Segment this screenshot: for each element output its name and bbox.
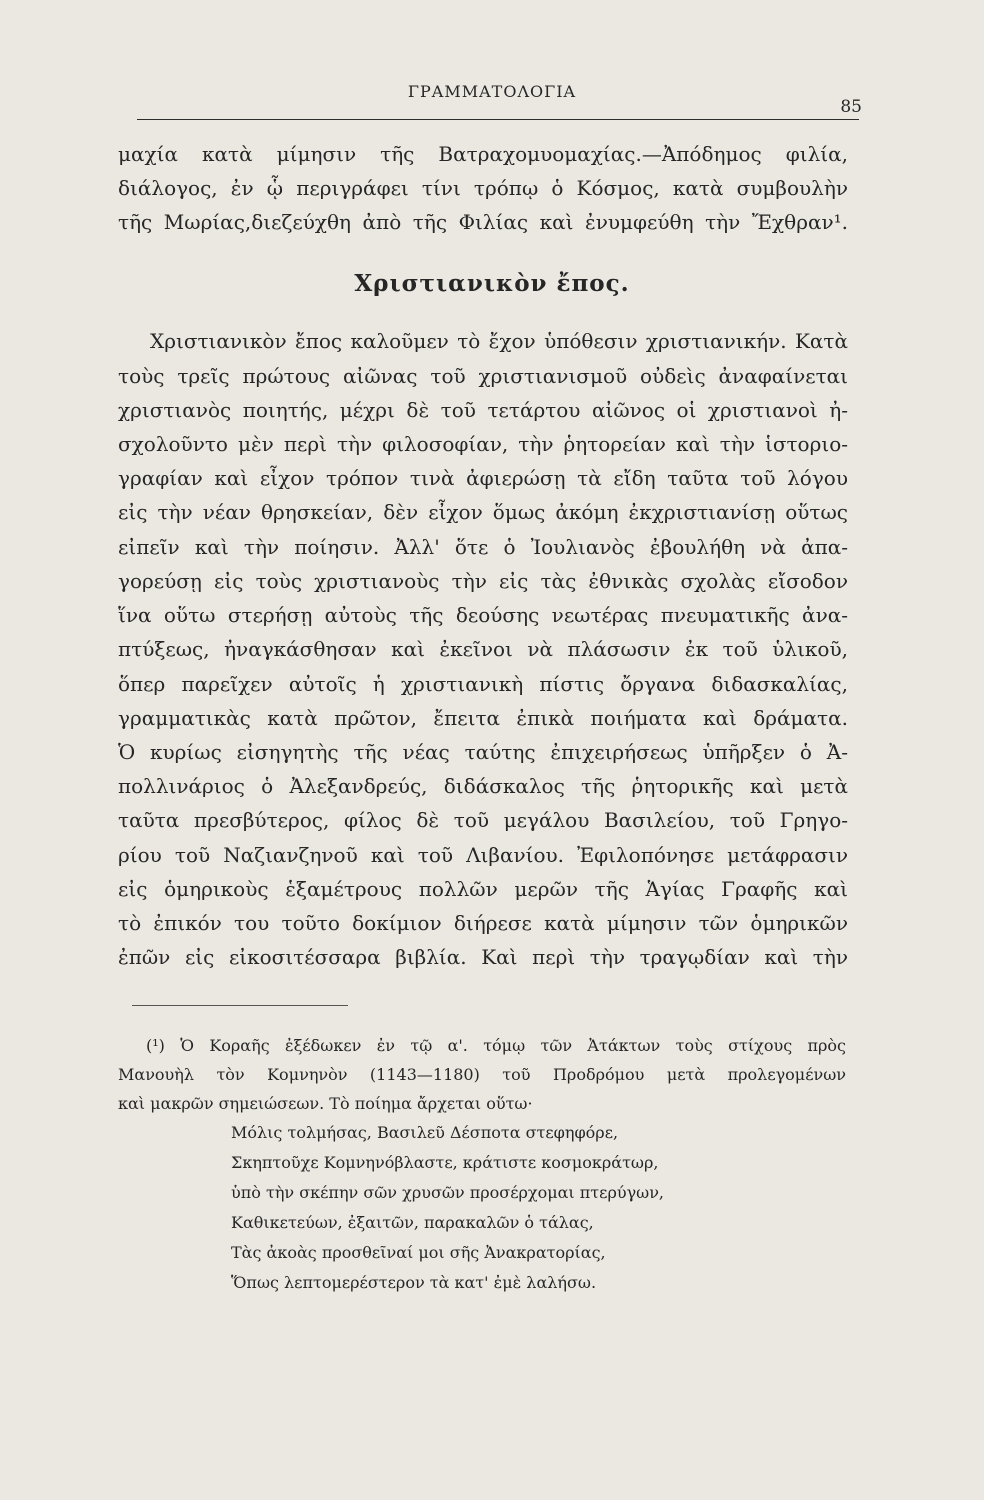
body-line: γορεύσῃ εἰς τοὺς χριστιανοὺς τὴν εἰς τὰς ἐθνικὰς σχολὰς εἴσοδον bbox=[118, 569, 848, 593]
body-line: ρίου τοῦ Ναζιανζηνοῦ καὶ τοῦ Λιβανίου. Ἐφιλοπόνησε μετάφρασιν bbox=[118, 843, 848, 867]
header-rule bbox=[137, 119, 859, 120]
body-line: εἰς ὁμηρικοὺς ἑξαμέτρους πολλῶν μερῶν τῆς Ἁγίας Γραφῆς καὶ bbox=[118, 877, 848, 901]
running-title: ΓΡΑΜΜΑΤΟΛΟΓΙΑ bbox=[407, 82, 577, 101]
body-line: σχολοῦντο μὲν περὶ τὴν φιλοσοφίαν, τὴν ῥητορείαν καὶ τὴν ἱστοριο- bbox=[118, 432, 848, 456]
verse-line: Καθικετεύων, ἐξαιτῶν, παρακαλῶν ὁ τάλας, bbox=[231, 1213, 594, 1232]
footnote-line: Μανουὴλ τὸν Κομνηνὸν (1143—1180) τοῦ Προδρόμου μετὰ προλεγομένων bbox=[118, 1065, 846, 1084]
body-line: ἵνα οὕτω στερήσῃ αὐτοὺς τῆς δεούσης νεωτέρας πνευματικῆς ἀνα- bbox=[118, 603, 848, 627]
body-line: γραμματικὰς κατὰ πρῶτον, ἔπειτα ἐπικὰ ποιήματα καὶ δράματα. bbox=[118, 706, 848, 730]
intro-line: τῆς Μωρίας,διεζεύχθη ἀπὸ τῆς Φιλίας καὶ ἐνυμφεύθη τὴν Ἔχθραν¹. bbox=[118, 210, 848, 234]
verse-line: Ὅπως λεπτομερέστερον τὰ κατ' ἐμὲ λαλήσω. bbox=[231, 1273, 597, 1292]
body-line: ταῦτα πρεσβύτερος, φίλος δὲ τοῦ μεγάλου Βασιλείου, τοῦ Γρηγο- bbox=[118, 808, 848, 832]
intro-line: διάλογος, ἐν ᾧ περιγράφει τίνι τρόπῳ ὁ Κόσμος, κατὰ συμβουλὴν bbox=[118, 176, 848, 200]
body-line: ὅπερ παρεῖχεν αὐτοῖς ἡ χριστιανικὴ πίστις ὄργανα διδασκαλίας, bbox=[118, 672, 848, 696]
body-line: πτύξεως, ἠναγκάσθησαν καὶ ἐκεῖνοι νὰ πλάσωσιν ἐκ τοῦ ὑλικοῦ, bbox=[118, 637, 848, 661]
section-title: Χριστιανικὸν ἔπος. bbox=[354, 270, 630, 297]
body-line: Χριστιανικὸν ἔπος καλοῦμεν τὸ ἔχον ὑπόθεσιν χριστιανικήν. Κατὰ bbox=[150, 329, 848, 353]
page-number: 85 bbox=[840, 97, 862, 117]
body-line: Ὁ κυρίως εἰσηγητὴς τῆς νέας ταύτης ἐπιχειρήσεως ὑπῆρξεν ὁ Ἀ- bbox=[118, 740, 848, 764]
footnote-line: καὶ μακρῶν σημειώσεων. Τὸ ποίημα ἄρχεται οὕτω· bbox=[118, 1094, 533, 1113]
body-line: εἰπεῖν καὶ τὴν ποίησιν. Ἀλλ' ὅτε ὁ Ἰουλιανὸς ἐβουλήθη νὰ ἀπα- bbox=[118, 535, 848, 559]
verse-line: Μόλις τολμήσας, Βασιλεῦ Δέσποτα στεφηφόρε, bbox=[231, 1123, 619, 1142]
body-line: γραφίαν καὶ εἶχον τρόπον τινὰ ἀφιερώσῃ τὰ εἴδη ταῦτα τοῦ λόγου bbox=[118, 466, 848, 490]
body-line: τοὺς τρεῖς πρώτους αἰῶνας τοῦ χριστιανισμοῦ οὐδεὶς ἀναφαίνεται bbox=[118, 364, 848, 388]
footnote-rule bbox=[132, 1005, 348, 1006]
footnote-line: (¹) Ὁ Κοραῆς ἐξέδωκεν ἐν τῷ α'. τόμῳ τῶν Ἀτάκτων τοὺς στίχους πρὸς bbox=[146, 1036, 846, 1055]
intro-line: μαχία κατὰ μίμησιν τῆς Βατραχομυομαχίας.—Ἀπόδημος φιλία, bbox=[118, 142, 848, 166]
body-line: εἰς τὴν νέαν θρησκείαν, δὲν εἶχον ὅμως ἀκόμη ἐκχριστιανίσῃ οὕτως bbox=[118, 500, 848, 524]
body-line: χριστιανὸς ποιητής, μέχρι δὲ τοῦ τετάρτου αἰῶνος οἱ χριστιανοὶ ἠ- bbox=[118, 398, 848, 422]
body-line: ἐπῶν εἰς εἰκοσιτέσσαρα βιβλία. Καὶ περὶ τὴν τραγῳδίαν καὶ τὴν bbox=[118, 945, 848, 969]
verse-line: Σκηπτοῦχε Κομνηνόβλαστε, κράτιστε κοσμοκράτωρ, bbox=[231, 1153, 659, 1172]
body-line: τὸ ἐπικόν του τοῦτο δοκίμιον διήρεσε κατὰ μίμησιν τῶν ὁμηρικῶν bbox=[118, 911, 848, 935]
body-line: πολλινάριος ὁ Ἀλεξανδρεύς, διδάσκαλος τῆς ῥητορικῆς καὶ μετὰ bbox=[118, 774, 848, 798]
verse-line: ὑπὸ τὴν σκέπην σῶν χρυσῶν προσέρχομαι πτερύγων, bbox=[231, 1183, 664, 1202]
verse-line: Τὰς ἀκοὰς προσθεῖναί μοι σῆς Ἀνακρατορίας, bbox=[231, 1243, 606, 1262]
